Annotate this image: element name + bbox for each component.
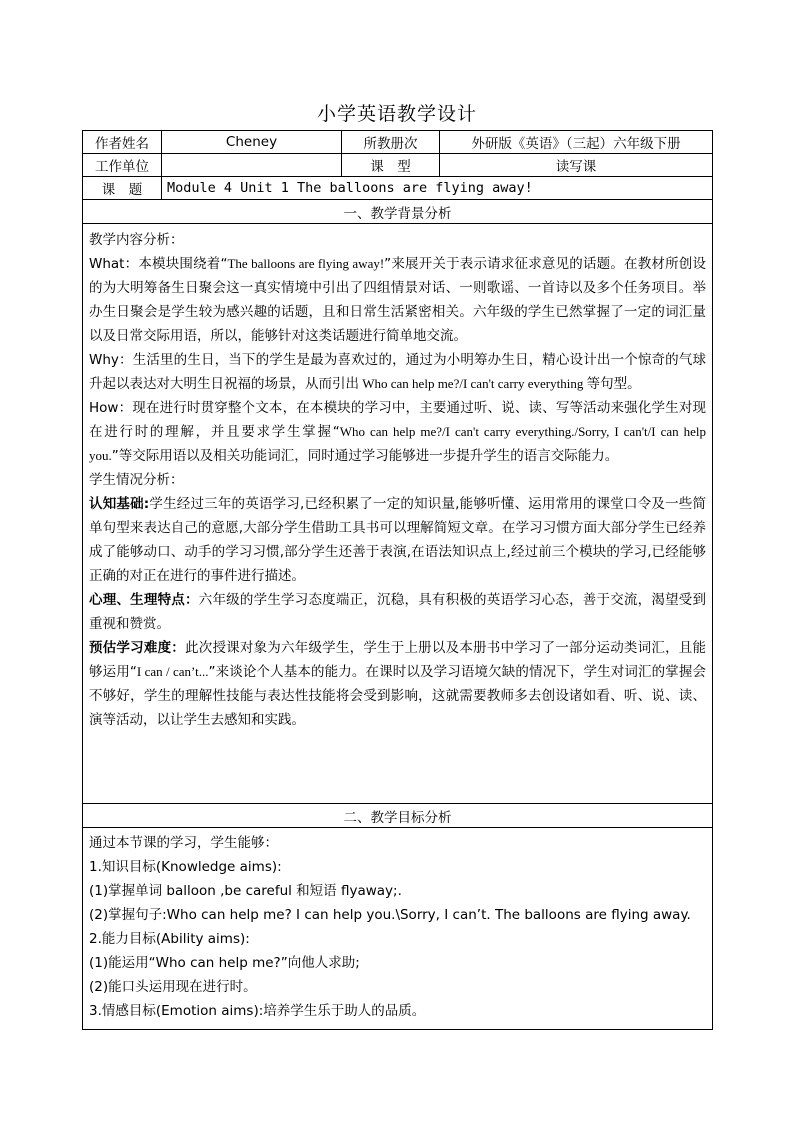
difficulty-text-en: I can / can’t... (136, 664, 209, 679)
lesson-plan-table (82, 130, 713, 1030)
ability-item-1: (1)能运用“Who can help me?”向他人求助; (89, 955, 360, 971)
section2-body-row (83, 828, 713, 1030)
ability-item-2: (2)能口头运用现在进行时。 (89, 979, 257, 995)
difficulty-paragraph (89, 636, 706, 732)
section2-heading-row (83, 804, 713, 828)
why-text-en: Who can help me?/I can't carry everything (359, 376, 587, 391)
psych-label: 心理、生理特点： (89, 592, 199, 608)
lesson-type-value: 读写课 (440, 154, 713, 177)
row-author (83, 131, 713, 154)
how-text-en: Who can help me?/I can't carry everything./Sorry, I can't/I can help you. (89, 424, 706, 463)
psych-paragraph (89, 588, 706, 636)
lesson-type-label: 课 型 (342, 154, 440, 177)
what-text-2: ”来展开关于表示请求征求意见的话题。在教材所创设的为大明筹备生日聚会这一真实情境中引出了四组情景对话、一则歌谣、一首诗以及多个任务项目。举办生日聚会是学生较为感兴趣的话题，且和日常生活紧密相关。六年级的学生已然掌握了一定的词汇量以及日常交际用语，所以，能够针对这类话题进行简单地交流。 (89, 256, 706, 344)
why-text-1: Why：生活里的生日，当下的学生是最为喜欢过的，通过为小明筹办生日，精心设计出一个惊奇的气球升起以表达对大明生日祝福的场景，从而引出 (89, 352, 706, 392)
why-paragraph (89, 348, 706, 396)
emotion-goal: 3.情感目标(Emotion aims):培养学生乐于助人的品质。 (89, 1003, 426, 1019)
section2-heading: 二、教学目标分析 (83, 804, 713, 828)
ability-title: 2.能力目标(Ability aims): (89, 931, 250, 947)
why-text-2: 等句型。 (586, 376, 641, 392)
topic-value: Module 4 Unit 1 The balloons are flying away! (162, 177, 713, 200)
what-text-en: The balloons are flying away! (227, 256, 385, 271)
goals-intro: 通过本节课的学习，学生能够： (89, 835, 278, 851)
what-text-1: What：本模块围绕着“ (89, 256, 228, 272)
psych-text: 六年级的学生学习态度端正，沉稳，具有积极的英语学习心态，善于交流，渴望受到重视和赞赏。 (89, 592, 707, 632)
knowledge-title: 1.知识目标(Knowledge aims): (89, 859, 282, 875)
knowledge-item-1: (1)掌握单词 balloon ,be careful 和短语 flyaway;. (89, 883, 402, 899)
section1-heading: 一、教学背景分析 (83, 200, 713, 224)
workplace-value (162, 154, 342, 177)
textbook-value: 外研版《英语》（三起）六年级下册 (440, 131, 713, 154)
section1-body-row (83, 224, 713, 804)
author-value: Cheney (162, 131, 342, 154)
textbook-label: 所教册次 (342, 131, 440, 154)
section1-body (83, 224, 713, 804)
content-analysis-heading: 教学内容分析： (89, 232, 184, 248)
workplace-label: 工作单位 (83, 154, 162, 177)
section1-heading-row (83, 200, 713, 224)
difficulty-label: 预估学习难度： (89, 640, 186, 656)
how-text-2: ”等交际用语以及相关功能词汇，同时通过学习能够进一步提升学生的语言交际能力。 (111, 448, 619, 464)
topic-label: 课 题 (83, 177, 162, 200)
row-topic (83, 177, 713, 200)
row-workplace (83, 154, 713, 177)
section2-body (83, 828, 713, 1030)
difficulty-text-1: 此次授课对象为六年级学生，学生于上册以及本册书中学习了一部分运动类词汇，且能够运用“ (89, 640, 707, 680)
cognitive-label: 认知基础: (89, 496, 150, 512)
difficulty-text-2: ”来谈论个人基本的能力。在课时以及学习语境欠缺的情况下，学生对词汇的掌握会不够好，学生的理解性技能与表达性技能将会受到影响，这就需要教师多去创设诸如看、听、说、读、演等活动，以让学生去感知和实践。 (89, 664, 706, 728)
how-text-1: How：现在进行时贯穿整个文本，在本模块的学习中，主要通过听、说、读、写等活动来强化学生对现在进行时的理解，并且要求学生掌握“ (89, 400, 706, 440)
what-paragraph (89, 252, 706, 348)
author-label: 作者姓名 (83, 131, 162, 154)
cognitive-paragraph (89, 492, 706, 588)
knowledge-item-2: (2)掌握句子:Who can help me? I can help you.\Sorry, I can’t. The balloons are flying away. (89, 907, 691, 923)
how-paragraph (89, 396, 706, 468)
document-title: 小学英语教学设计 (316, 103, 477, 125)
student-analysis-heading: 学生情况分析： (89, 472, 184, 488)
cognitive-text: 学生经过三年的英语学习,已经积累了一定的知识量,能够听懂、运用常用的课堂口令及一些简单句型来表达自己的意愿,大部分学生借助工具书可以理解简短文章。在学习习惯方面大部分学生已经养成了能够动口、动手的学习习惯,部分学生还善于表演,在语法知识点上,经过前三个模块的学习,已经能够正确的对正在进行的事件进行描述。 (89, 496, 706, 584)
